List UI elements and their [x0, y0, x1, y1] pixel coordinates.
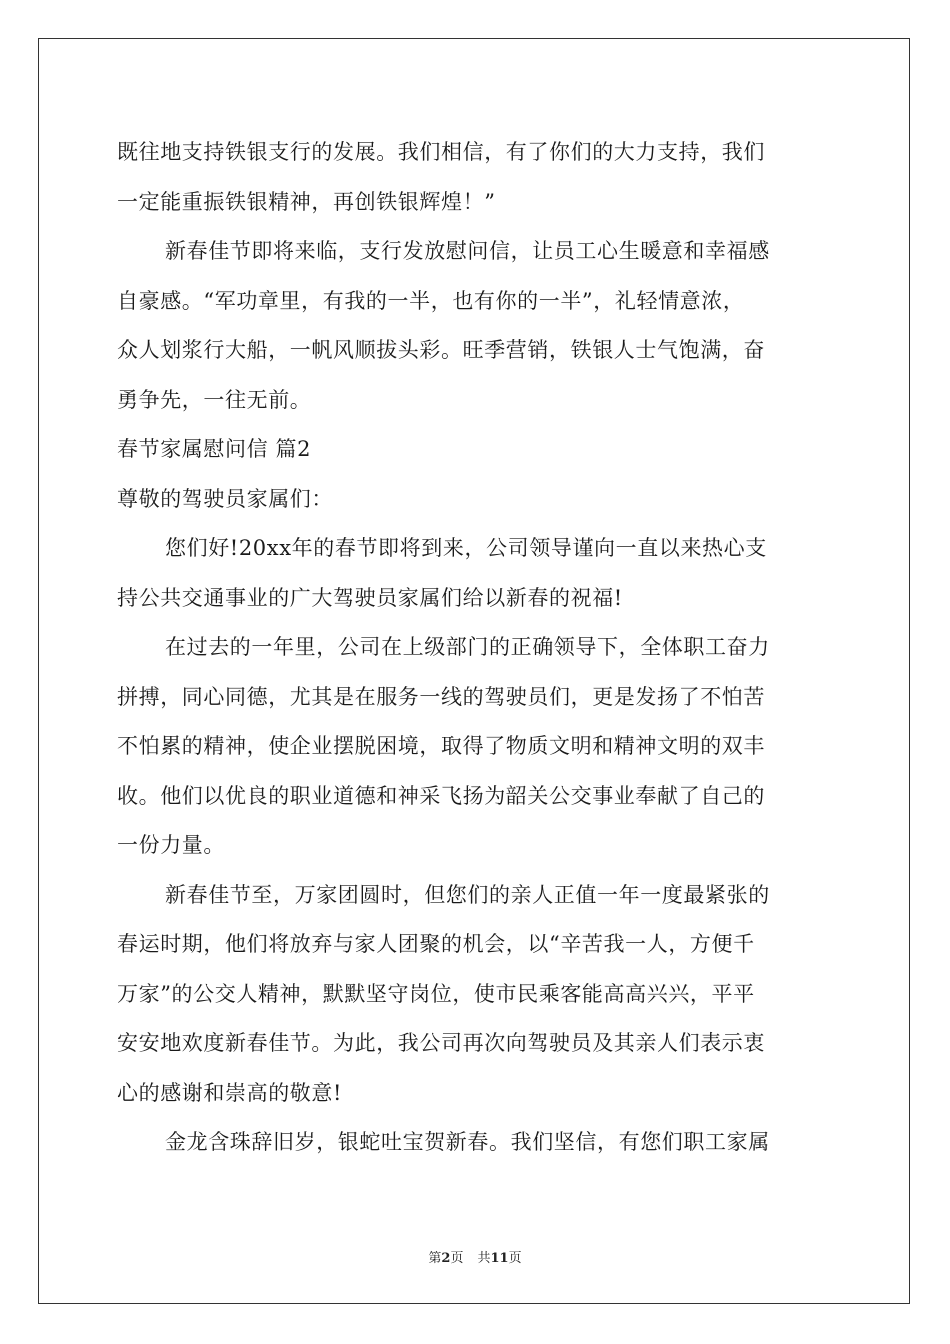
- paragraph-line: 自豪感。“军功章里，有我的一半，也有你的一半”，礼轻情意浓，: [117, 288, 745, 313]
- paragraph-line: 众人划浆行大船，一帆风顺拔头彩。旺季营销，铁银人士气饱满，奋: [117, 338, 765, 362]
- paragraph-line: 万家”的公交人精神，默默坚守岗位，使市民乘客能高高兴兴，平平: [117, 981, 755, 1006]
- page-number: 2: [441, 1251, 451, 1266]
- paragraph-line: 心的感谢和崇高的敬意!: [117, 1080, 343, 1105]
- paragraph-line: 您们好!20xx年的春节即将到来，公司领导谨向一直以来热心支: [165, 536, 767, 560]
- paragraph-line: 拼搏，同心同德，尤其是在服务一线的驾驶员们，更是发扬了不怕苦: [117, 684, 765, 709]
- paragraph-line: 既往地支持铁银支行的发展。我们相信，有了你们的大力支持，我们: [117, 140, 765, 164]
- page-footer: [0, 1247, 950, 1266]
- total-prefix: 共: [477, 1251, 491, 1266]
- paragraph-line: 金龙含珠辞旧岁，银蛇吐宝贺新春。我们坚信，有您们职工家属: [165, 1130, 770, 1154]
- document-body: [117, 128, 837, 1168]
- paragraph-line: 收。他们以优良的职业道德和神采飞扬为韶关公交事业奉献了自己的: [117, 783, 765, 808]
- paragraph-line: 安安地欢度新春佳节。为此，我公司再次向驾驶员及其亲人们表示衷: [117, 1031, 765, 1055]
- paragraph-line: 新春佳节即将来临，支行发放慰问信，让员工心生暖意和幸福感: [165, 239, 770, 263]
- paragraph-line: 在过去的一年里，公司在上级部门的正确领导下，全体职工奋力: [165, 635, 770, 659]
- paragraph-line: 春运时期，他们将放弃与家人团聚的机会，以“辛苦我一人，方便千: [117, 932, 755, 956]
- total-suffix: 页: [508, 1251, 522, 1266]
- salutation: 尊敬的驾驶员家属们：: [117, 486, 333, 511]
- paragraph-line: 一定能重振铁银精神，再创铁银辉煌！”: [117, 189, 496, 214]
- page-prefix: 第: [428, 1251, 442, 1266]
- paragraph-line: 不怕累的精神，使企业摆脱困境，取得了物质文明和精神文明的双丰: [117, 734, 765, 758]
- section-heading: 春节家属慰问信 篇2: [117, 437, 312, 461]
- paragraph-line: 新春佳节至，万家团圆时，但您们的亲人正值一年一度最紧张的: [165, 882, 770, 907]
- page-suffix: 页: [450, 1251, 464, 1266]
- paragraph-line: 勇争先，一往无前。: [117, 387, 312, 412]
- total-pages: 11: [490, 1251, 509, 1266]
- paragraph-line: 一份力量。: [117, 833, 225, 857]
- paragraph-line: 持公共交通事业的广大驾驶员家属们给以新春的祝福!: [117, 585, 623, 610]
